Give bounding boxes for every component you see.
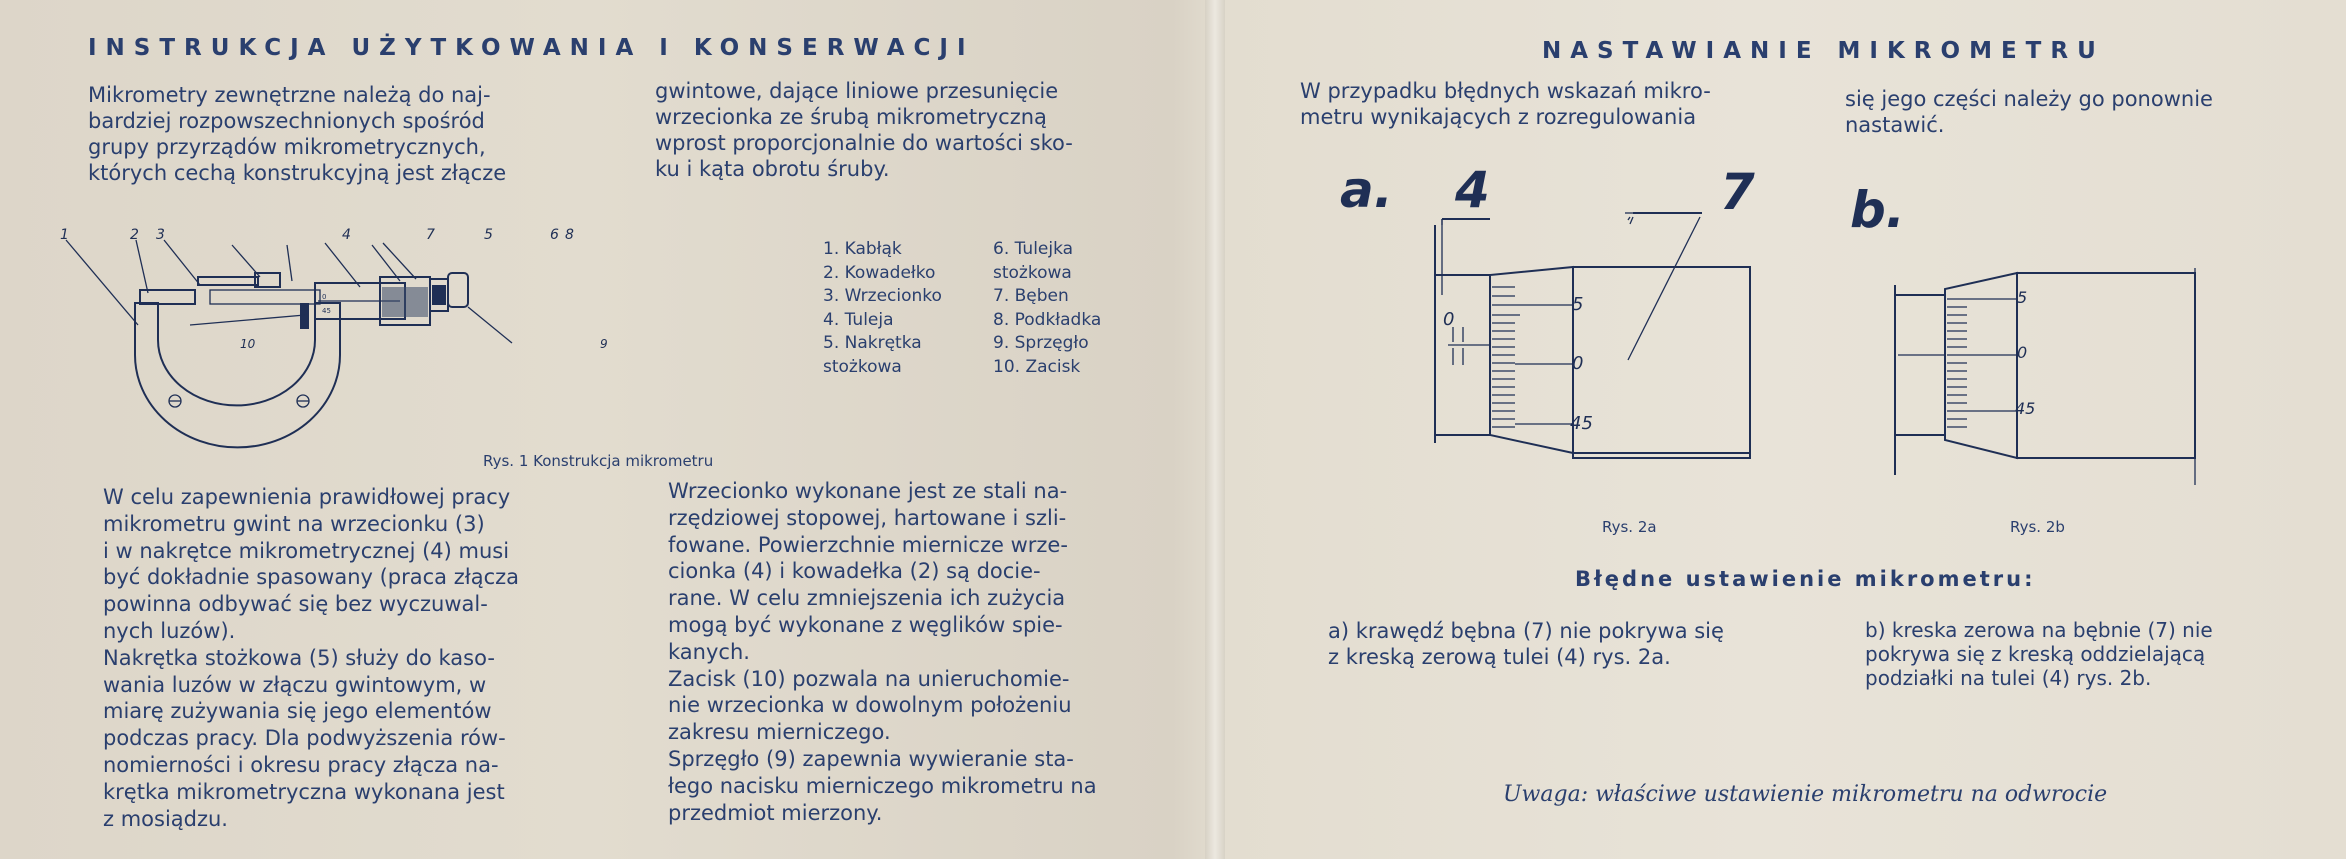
svg-text:45: 45 — [322, 307, 331, 315]
callout-8: 8 — [565, 227, 574, 243]
sleeve-zero-mark: 0 — [1443, 309, 1455, 330]
callout-4: 4 — [342, 227, 351, 243]
spindle — [210, 290, 320, 304]
figure-2a-drawing — [1330, 161, 1790, 495]
callout-5: 5 — [484, 227, 493, 243]
error-a-text: a) krawędź bębna (7) nie pokrywa się z kreską zerową tulei (4) rys. 2a. — [1328, 619, 1724, 669]
callout-1: 1 — [60, 227, 69, 243]
thimble-ticks-b — [1947, 299, 2017, 427]
ratchet — [448, 273, 468, 307]
adjustment-title: NASTAWIANIE MIKROMETRU — [1542, 38, 2105, 64]
left-intro-col1: Mikrometry zewnętrzne należą do naj- bardziej rozpowszechnionych spośród grupy przyrządów mikrometrycznych, których cechą konstrukcyjną jest złącze — [88, 83, 507, 185]
callout-10: 10 — [240, 337, 256, 351]
thimble-b-mark-0: 0 — [2017, 343, 2028, 362]
callout-9: 9 — [600, 337, 608, 351]
thimble-mark-0: 0 — [1572, 353, 1584, 374]
callout-2: 2 — [130, 227, 139, 243]
figure-2b-drawing — [1850, 181, 2230, 505]
right-intro-col1: W przypadku błędnych wskazań mikro- metru wynikających z rozregulowania — [1300, 79, 1711, 129]
svg-text:0: 0 — [322, 293, 327, 301]
thimble-b-mark-5: 5 — [2017, 288, 2028, 307]
figure-2b-caption: Rys. 2b — [2010, 518, 2065, 536]
callout-6: 6 — [550, 227, 559, 243]
figure-2b-label: b. — [1850, 181, 1905, 239]
figure-2a-caption: Rys. 2a — [1602, 518, 1657, 536]
left-intro-col2: gwintowe, dające liniowe przesunięcie wrzecionka ze śrubą mikrometryczną wprost proporcjonalnie do wartości sko- ku i kąta obrotu śruby. — [655, 79, 1073, 181]
callout-3: 3 — [156, 227, 165, 243]
callout-7: 7 — [426, 227, 435, 243]
thimble-b — [2017, 273, 2195, 458]
figure-2a-label: a. — [1340, 161, 1393, 219]
parts-legend-col1: 1. Kabłąk 2. Kowadełko 3. Wrzecionko 4. Tuleja 5. Nakrętka stożkowa — [823, 239, 942, 377]
callout-sleeve-4: 4 — [1455, 161, 1490, 219]
figure-1-caption: Rys. 1 Konstrukcja mikrometru — [483, 452, 714, 470]
thimble-mark-45: 45 — [1570, 413, 1593, 434]
note-text: Uwaga: właściwe ustawienie mikrometru na odwrocie — [1503, 782, 2108, 807]
left-body-col1: W celu zapewnienia prawidłowej pracy mikrometru gwint na wrzecionku (3) i w nakrętce mikrometrycznej (4) musi być dokładnie spasowany (praca złącza powinna odbywać się bez wyczuwal- nych luzów). Nakrętka stożkowa (5) służy do kaso- wania luzów w złączu gwintowym, w miarę zużywania się jego elementów podczas pracy. Dla podwyższenia rów- nomierności i okresu pracy złącza na- krętka mikrometryczna wykonana jest z mosiądzu. — [103, 485, 520, 831]
left-body-col2: Wrzecionko wykonane jest ze stali na- rzędziowej stopowej, hartowane i szli- fowane. Powierzchnie miernicze wrze- cionka (4) i kowadełka (2) są docie- rane. W celu zmniejszenia ich zużycia mogą być wykonane z węglików spie- kanych. Zacisk (10) pozwala na unieruchomie- nie wrzecionka w dowolnym położeniu zakresu mierniczego. Sprzęgło (9) zapewnia wywieranie sta- łego nacisku mierniczego mikrometru na przedmiot mierzony. — [668, 479, 1097, 825]
page-fold — [1205, 0, 1225, 859]
thimble-a — [1573, 267, 1750, 458]
errors-heading: Błędne ustawienie mikrometru: — [1575, 567, 2036, 591]
thimble-bevel-b — [1945, 273, 2017, 458]
instructions-title: INSTRUKCJA UŻYTKOWANIA I KONSERWACJI — [88, 35, 975, 61]
error-b-text: b) kreska zerowa na bębnie (7) nie pokrywa się z kreską oddzielającą podziałki na tulei (4) rys. 2b. — [1865, 618, 2213, 690]
parts-legend-col2: 6. Tulejka stożkowa 7. Bęben 8. Podkładka 9. Sprzęgło 10. Zacisk — [993, 239, 1102, 377]
right-intro-col2: się jego części należy go ponownie nastawić. — [1845, 87, 2213, 137]
thimble-mark-5: 5 — [1572, 294, 1584, 315]
callout-thimble-7: 7 — [1720, 163, 1755, 221]
thimble-b-mark-45: 45 — [2015, 399, 2036, 418]
lock-clamp — [300, 303, 309, 329]
thimble-ticks-a — [1492, 287, 1573, 427]
micrometer-construction-drawing — [60, 215, 620, 465]
thimble-bevel-a — [1490, 267, 1573, 453]
